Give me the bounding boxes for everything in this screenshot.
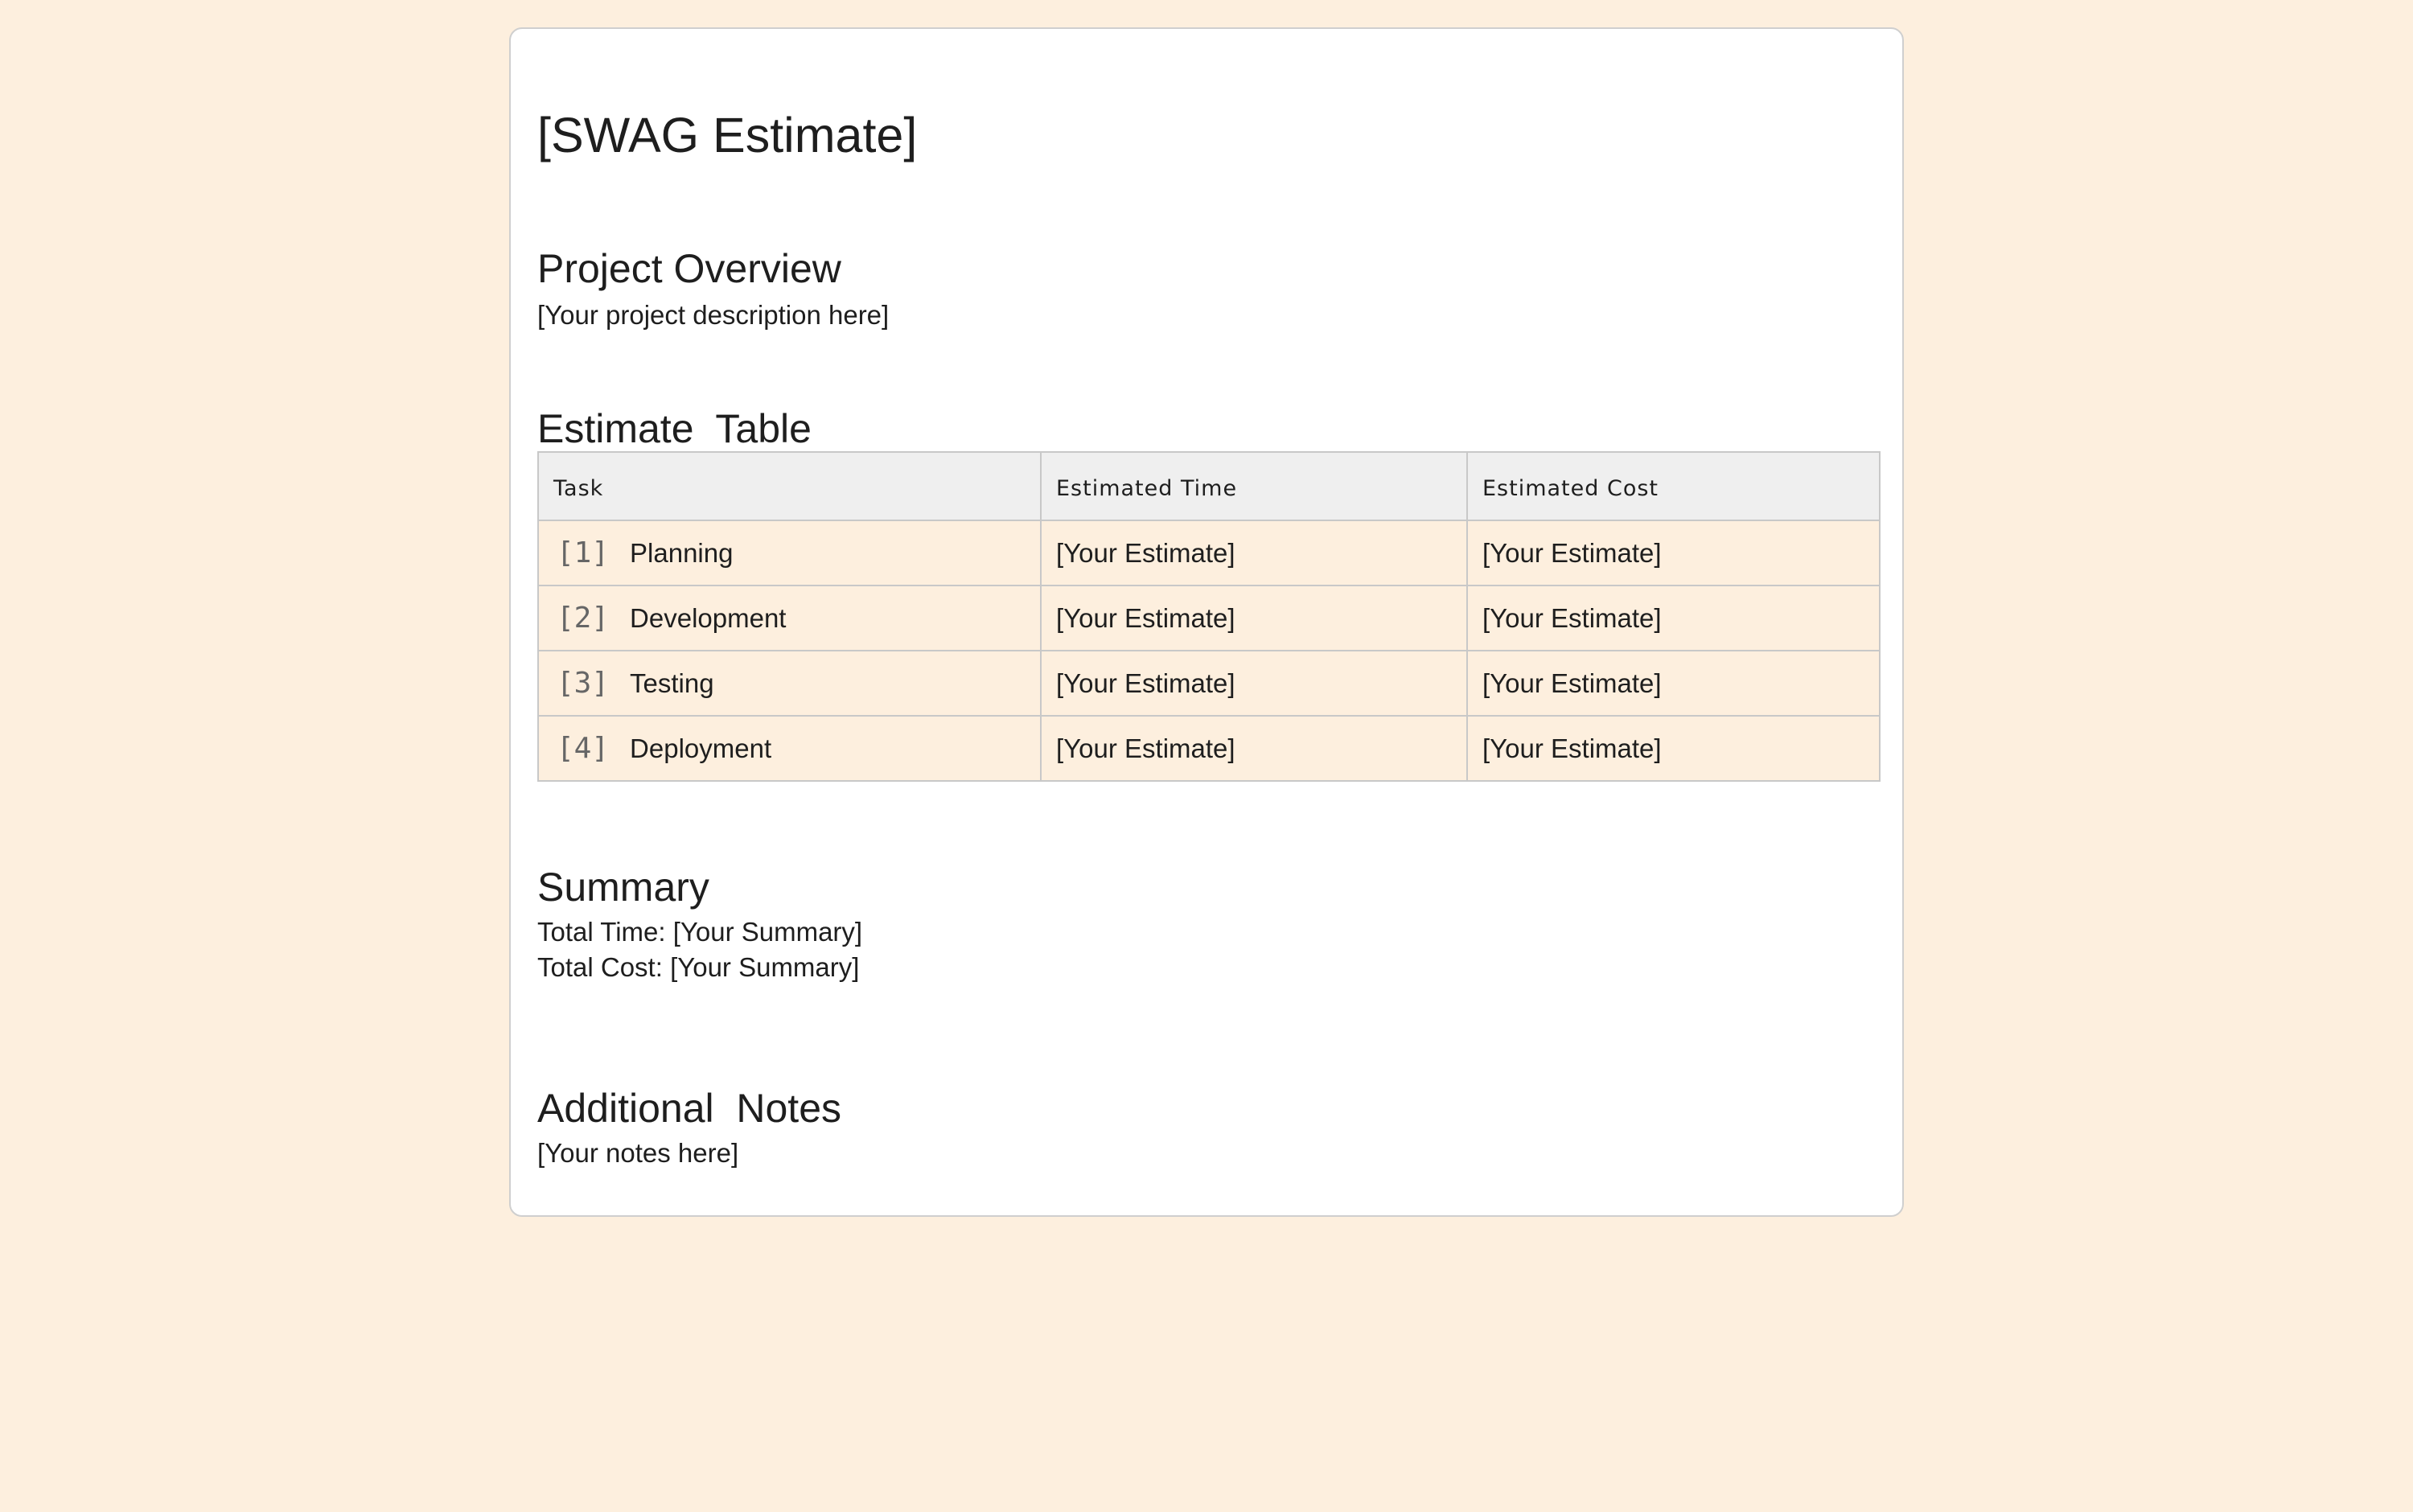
- task-cell: [538, 585, 1041, 651]
- project-description: [Your project description here]: [537, 300, 890, 330]
- notes-text: [Your notes here]: [537, 1138, 739, 1168]
- project-overview-heading: Project Overview: [537, 246, 841, 291]
- table-row: [538, 716, 1880, 781]
- estimated-time-cell: [Your Estimate]: [1041, 585, 1467, 651]
- estimated-cost-cell: [Your Estimate]: [1467, 651, 1880, 716]
- estimate-table: [537, 451, 1879, 782]
- column-header-estimated-cost: Estimated Cost: [1467, 452, 1880, 520]
- task-cell: [538, 716, 1041, 781]
- task-name: Testing: [630, 668, 714, 698]
- task-cell: [538, 520, 1041, 585]
- task-number: [3]: [557, 667, 610, 700]
- column-header-estimated-time: Estimated Time: [1041, 452, 1467, 520]
- summary-total-cost: Total Cost: [Your Summary]: [537, 952, 860, 982]
- task-name: Development: [630, 603, 787, 633]
- estimated-time-cell: [Your Estimate]: [1041, 520, 1467, 585]
- additional-notes-heading: Additional Notes: [537, 1086, 842, 1131]
- task-name: Deployment: [630, 733, 772, 763]
- summary-heading: Summary: [537, 865, 709, 910]
- task-cell: [538, 651, 1041, 716]
- task-number: [1]: [557, 536, 610, 569]
- document-card: [509, 27, 1904, 1217]
- table-row: [538, 585, 1880, 651]
- page-title: [SWAG Estimate]: [537, 108, 918, 162]
- task-number: [2]: [557, 602, 610, 635]
- table-row: [538, 651, 1880, 716]
- estimated-cost-cell: [Your Estimate]: [1467, 716, 1880, 781]
- estimated-time-cell: [Your Estimate]: [1041, 716, 1467, 781]
- column-header-task: Task: [538, 452, 1041, 520]
- estimated-cost-cell: [Your Estimate]: [1467, 585, 1880, 651]
- table-row: [538, 520, 1880, 585]
- estimated-time-cell: [Your Estimate]: [1041, 651, 1467, 716]
- task-number: [4]: [557, 732, 610, 765]
- summary-total-time: Total Time: [Your Summary]: [537, 917, 863, 947]
- table-header-row: [538, 452, 1880, 520]
- estimated-cost-cell: [Your Estimate]: [1467, 520, 1880, 585]
- task-name: Planning: [630, 538, 734, 568]
- estimate-table-heading: Estimate Table: [537, 406, 812, 451]
